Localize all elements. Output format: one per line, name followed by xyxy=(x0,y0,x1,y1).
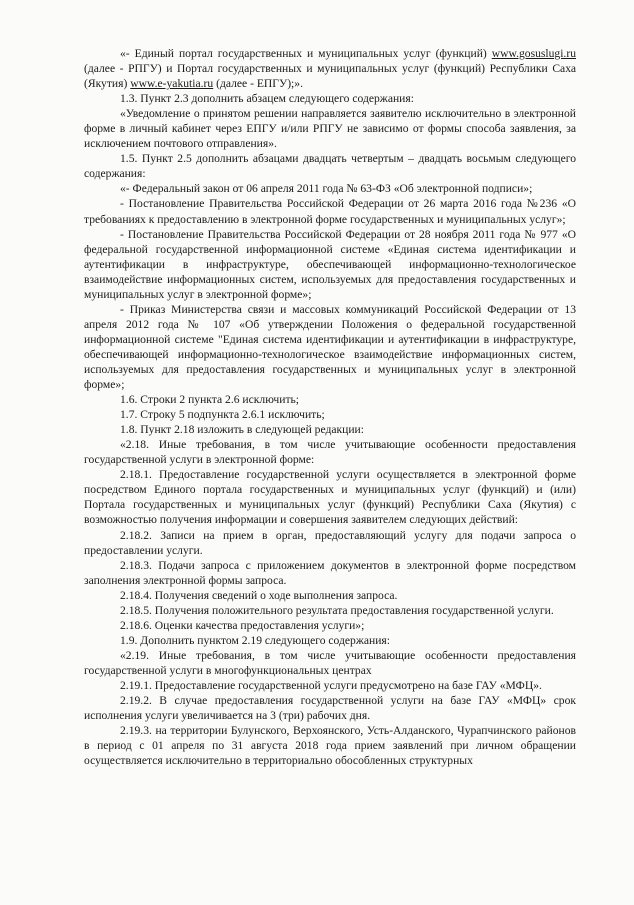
paragraph-portals-text-3: (далее - ЕПГУ);». xyxy=(213,77,303,91)
paragraph-portals-text: «- Единый портал государственных и муниципальных услуг (функций) xyxy=(120,47,492,60)
paragraph-2-18-3: 2.18.3. Подачи запроса с приложением документов в электронной форме посредством заполнения электронной формы запроса. xyxy=(84,558,576,587)
paragraph-2-19-3: 2.19.3. на территории Булунского, Верхоянского, Усть-Алданского, Чурапчинского районов в период с 01 апреля по 31 августа 2018 года прием заявлений при личном обращении осуществляется исключительно в территориально обособленных структурных xyxy=(84,724,576,768)
paragraph-2-18-6: 2.18.6. Оценки качества предоставления услуги»; xyxy=(120,618,365,632)
document-body xyxy=(84,46,576,768)
paragraph-1-8: 1.8. Пункт 2.18 изложить в следующей редакции: xyxy=(120,423,364,437)
paragraph-notification: «Уведомление о принятом решении направляется заявителю исключительно в электронной форме в личный кабинет через ЕПГУ и/или РПГУ не зависимо от формы способа заявления, за исключением почтового отправления». xyxy=(84,107,576,151)
paragraph-decree-236: - Постановление Правительства Российской Федерации от 26 марта 2016 года №236 «О требованиях к предоставлению в электронной форме государственных и муниципальных услуг»; xyxy=(84,197,576,226)
paragraph-1-5: 1.5. Пункт 2.5 дополнить абзацами двадцать четвертым – двадцать восьмым следующего содержания: xyxy=(84,152,576,181)
paragraph-2-18-5: 2.18.5. Получения положительного результата предоставления государственной услуги. xyxy=(120,603,554,617)
paragraph-order-107: - Приказ Министерства связи и массовых коммуникаций Российской Федерации от 13 апреля 2012 года № 107 «Об утверждении Положения о федеральной государственной информационной системе "Единая система идентификации и аутентификации в инфраструктуре, обеспечивающей информационно-технологическое взаимодействие информационных систем, используемых для предоставления государственных и муниципальных услуг в электронной форме»; xyxy=(84,302,576,392)
paragraph-2-18-4: 2.18.4. Получения сведений о ходе выполнения запроса. xyxy=(120,588,398,602)
paragraph-2-18-2: 2.18.2. Записи на прием в орган, предоставляющий услугу для подачи запроса о предоставлении услуги. xyxy=(84,528,576,557)
gosuslugi-link: www.gosuslugi.ru xyxy=(491,47,576,60)
e-yakutia-link: www.e-yakutia.ru xyxy=(130,77,214,91)
paragraph-1-3: 1.3. Пункт 2.3 дополнить абзацем следующего содержания: xyxy=(120,92,414,106)
paragraph-1-9: 1.9. Дополнить пунктом 2.19 следующего содержания: xyxy=(120,633,390,647)
paragraph-1-6: 1.6. Строки 2 пункта 2.6 исключить; xyxy=(120,393,300,407)
paragraph-2-19: «2.19. Иные требования, в том числе учитывающие особенности предоставления государственной услуги в многофункциональных центрах xyxy=(84,648,576,677)
paragraph-law-63: «- Федеральный закон от 06 апреля 2011 года № 63-ФЗ «Об электронной подписи»; xyxy=(120,182,533,196)
paragraph-2-19-2: 2.19.2. В случае предоставления государственной услуги на базе ГАУ «МФЦ» срок исполнения услуги увеличивается на 3 (три) рабочих дня. xyxy=(84,694,576,723)
paragraph-portals-text-2: (далее - РПГУ) и Портал государственных и муниципальных услуг (функций) Республики Саха (Якутия) xyxy=(84,62,576,91)
paragraph-2-18: «2.18. Иные требования, в том числе учитывающие особенности предоставления государственной услуги в электронной форме: xyxy=(84,438,576,467)
paragraph-2-19-1: 2.19.1. Предоставление государственной услуги предусмотрено на базе ГАУ «МФЦ». xyxy=(120,678,542,692)
paragraph-portals xyxy=(84,46,576,91)
paragraph-decree-977: - Постановление Правительства Российской Федерации от 28 ноября 2011 года № 977 «О федеральной государственной информационной системе «Единая система идентификации и аутентификации в инфраструктуре, обеспечивающей информационно-технологическое взаимодействие информационных систем, используемых для предоставления государственных и муниципальных услуг в электронной форме»; xyxy=(84,227,576,301)
paragraph-2-18-1: 2.18.1. Предоставление государственной услуги осуществляется в электронной форме посредством Единого портала государственных и муниципальных услуг (функций) и (или) Портала государственных и муниципальных услуг (функций) Республики Саха (Якутия) с возможностью получения информации и совершения заявителем следующих действий: xyxy=(84,468,576,527)
paragraph-1-7: 1.7. Строку 5 подпункта 2.6.1 исключить; xyxy=(120,408,325,422)
